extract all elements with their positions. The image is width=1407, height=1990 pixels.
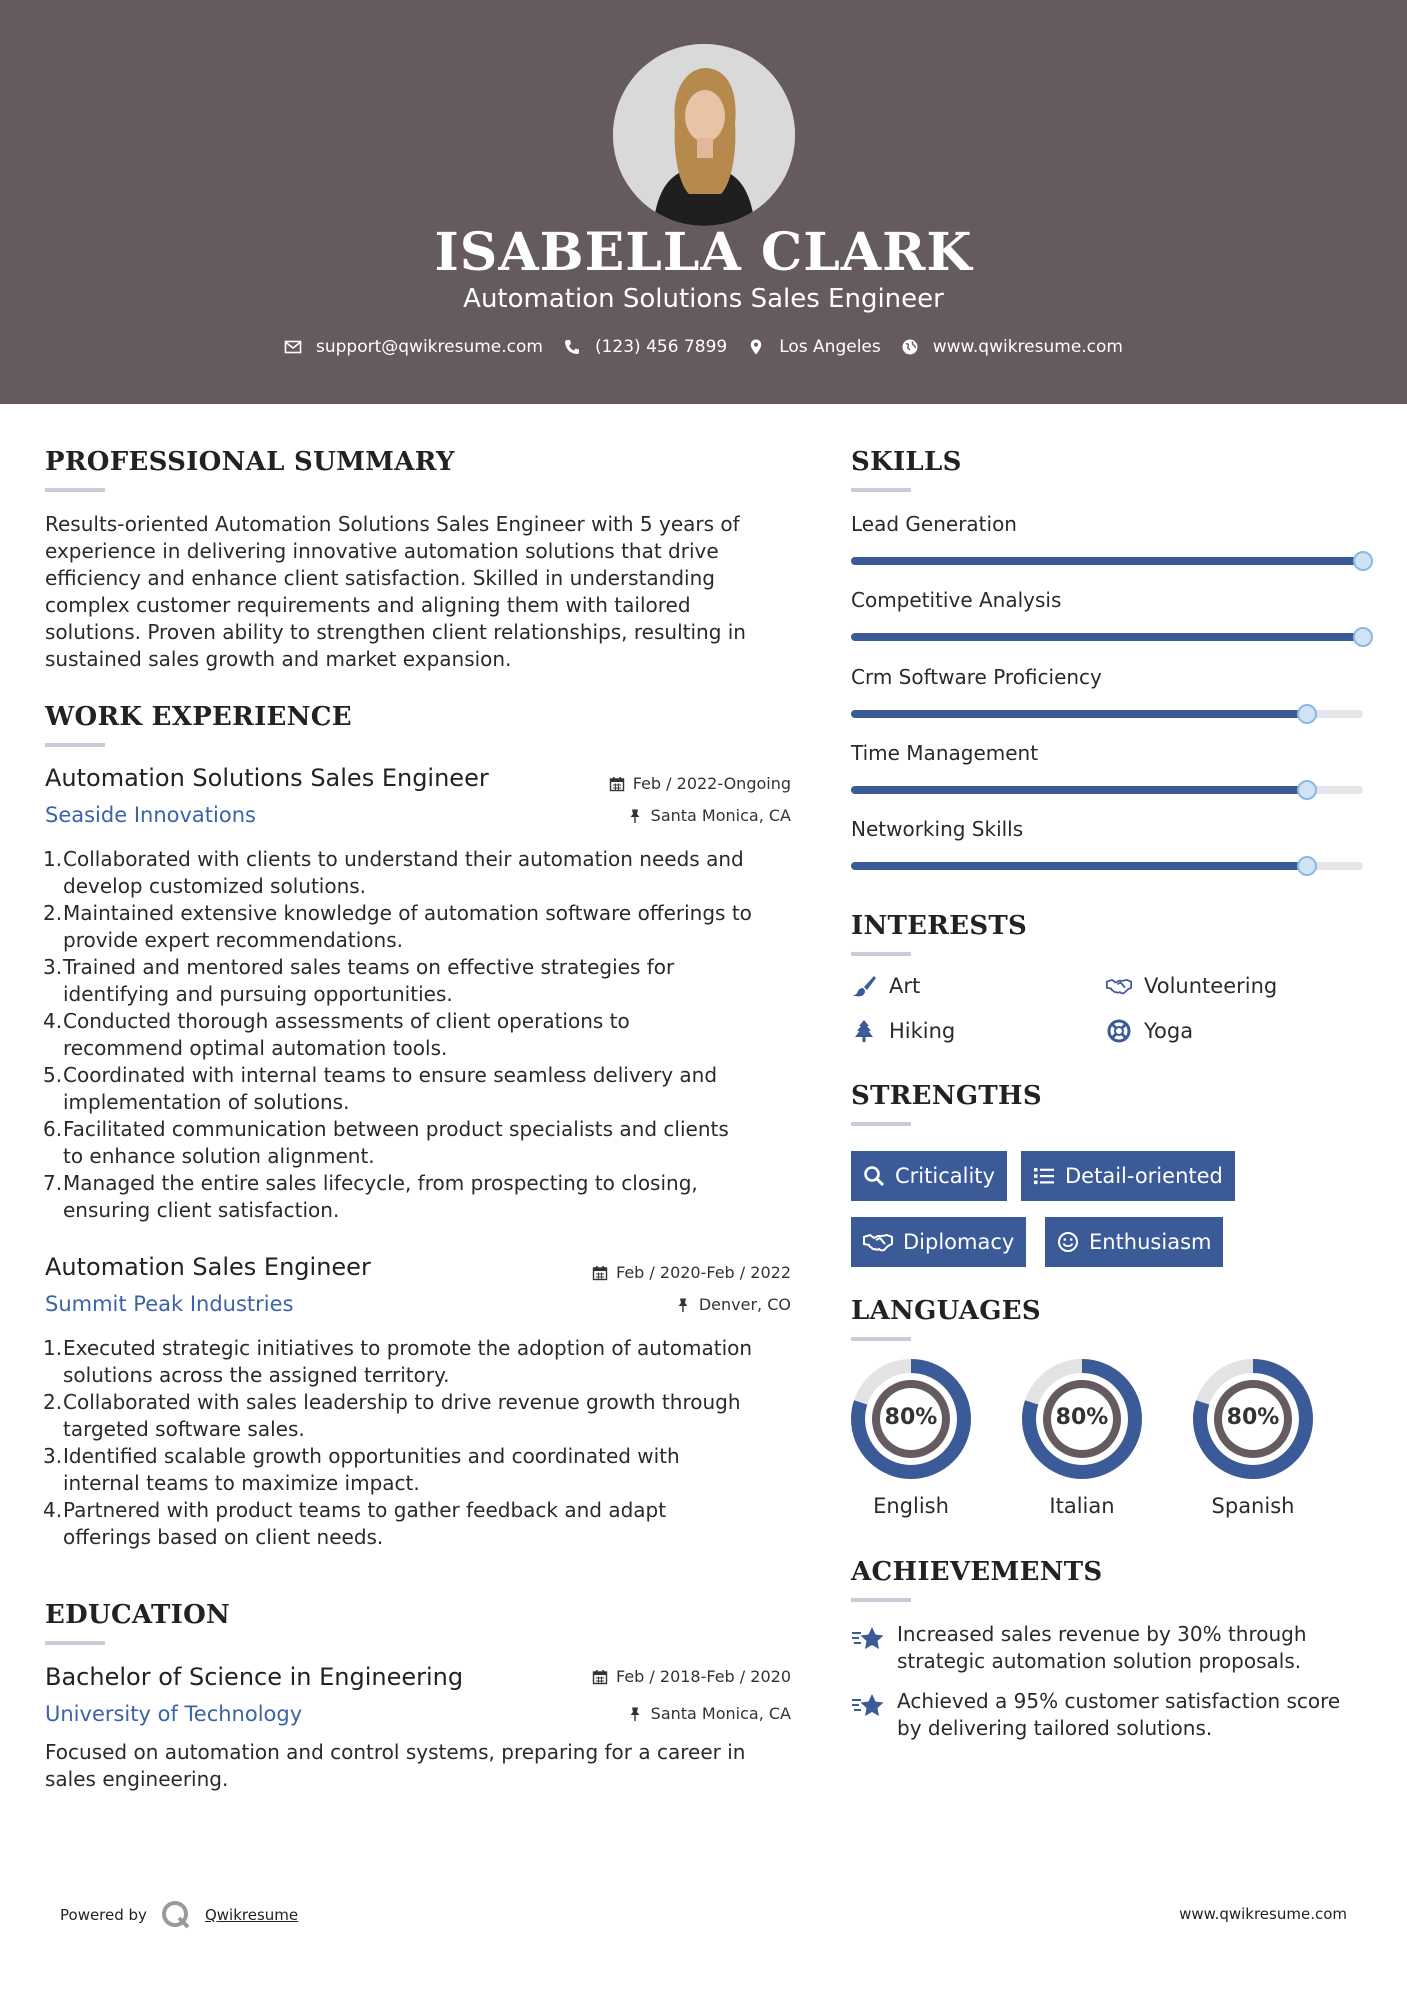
job-location-text: Santa Monica, CA	[650, 806, 791, 825]
summary-line: experience in delivering innovative automation solutions that drive	[45, 539, 719, 563]
list-item-line: provide expert recommendations.	[63, 928, 403, 952]
summary-text	[45, 511, 805, 673]
skill-bar-fill	[851, 862, 1307, 870]
list-item-line: solutions across the assigned territory.	[63, 1363, 450, 1387]
job-dates-text: Feb / 2020-Feb / 2022	[616, 1263, 791, 1282]
list-item-line: Trained and mentored sales teams on effective strategies for	[63, 955, 675, 979]
brand-link[interactable]: Qwikresume	[204, 1906, 299, 1924]
list-item-line: ensuring client satisfaction.	[63, 1198, 340, 1222]
list-item-line: Managed the entire sales lifecycle, from prospecting to closing,	[63, 1171, 698, 1195]
job-dates-text: Feb / 2022-Ongoing	[632, 774, 791, 793]
job-location	[520, 1295, 791, 1314]
list-item-line: Executed strategic initiatives to promote the adoption of automation	[63, 1336, 753, 1360]
achievements-rule	[851, 1598, 911, 1602]
calendar-icon	[609, 776, 625, 792]
list-item-line: Identified scalable growth opportunities and coordinated with	[63, 1444, 680, 1468]
education-heading: EDUCATION	[45, 1600, 231, 1630]
list-item-line: Maintained extensive knowledge of automation software offerings to	[63, 901, 752, 925]
achievement-item	[851, 1621, 1307, 1675]
list-item: 3. Trained and mentored sales teams on effective strategies for identifying and pursuing opportunities.	[45, 954, 805, 1008]
summary-line: efficiency and enhance client satisfaction. Skilled in understanding	[45, 566, 715, 590]
interest-label: Art	[889, 974, 921, 998]
calendar-icon	[592, 1265, 608, 1281]
interests-heading: INTERESTS	[851, 911, 1028, 941]
summary-line: Results-oriented Automation Solutions Sales Engineer with 5 years of	[45, 512, 740, 536]
list-item-line: identifying and pursuing opportunities.	[63, 982, 453, 1006]
list-item-line: internal teams to maximize impact.	[63, 1471, 420, 1495]
strength-badge	[851, 1151, 1007, 1201]
job-location	[520, 806, 791, 825]
profile-photo	[613, 44, 795, 226]
globe-icon	[901, 338, 919, 356]
achievement-line: by delivering tailored solutions.	[897, 1716, 1213, 1740]
job-company: Seaside Innovations	[45, 803, 256, 827]
job-location-text: Denver, CO	[698, 1295, 791, 1314]
interest-hiking	[851, 1019, 955, 1043]
contact-phone-text: (123) 456 7899	[594, 337, 728, 357]
star-icon	[851, 1690, 885, 1720]
star-icon	[851, 1623, 885, 1653]
paintbrush-icon	[851, 974, 877, 998]
qwikresume-logo-icon	[161, 1900, 191, 1930]
skill-bar-fill	[851, 633, 1363, 641]
education-line: sales engineering.	[45, 1767, 229, 1791]
summary-rule	[45, 488, 105, 492]
handshake-icon	[863, 1231, 893, 1253]
strengths-rule	[851, 1122, 911, 1126]
education-line: Focused on automation and control systems, preparing for a career in	[45, 1740, 746, 1764]
calendar-icon	[592, 1669, 608, 1685]
list-item-line: Partnered with product teams to gather feedback and adapt	[63, 1498, 667, 1522]
skill-bar	[851, 862, 1363, 870]
education-location-text: Santa Monica, CA	[650, 1704, 791, 1723]
experience-heading: WORK EXPERIENCE	[45, 702, 352, 732]
interest-label: Yoga	[1144, 1019, 1194, 1043]
degree-title: Bachelor of Science in Engineering	[45, 1663, 464, 1691]
resume-header	[0, 0, 1407, 404]
list-item: 4. Conducted thorough assessments of client operations to recommend optimal automation tools.	[45, 1008, 805, 1062]
pushpin-icon	[675, 1297, 691, 1313]
education-description	[45, 1739, 805, 1793]
map-pin-icon	[747, 338, 765, 356]
list-item-line: implementation of solutions.	[63, 1090, 350, 1114]
strength-badge	[1021, 1151, 1235, 1201]
list-item: 4. Partnered with product teams to gather feedback and adapt offerings based on client needs.	[45, 1497, 805, 1551]
skill-label: Lead Generation	[851, 512, 1017, 536]
strength-label: Detail-oriented	[1065, 1164, 1223, 1188]
skill-label: Competitive Analysis	[851, 588, 1062, 612]
lifebuoy-icon	[1106, 1019, 1132, 1043]
list-item-line: Facilitated communication between product specialists and clients	[63, 1117, 729, 1141]
list-item-line: recommend optimal automation tools.	[63, 1036, 448, 1060]
summary-line: solutions. Proven ability to strengthen client relationships, resulting in	[45, 620, 746, 644]
powered-by-label: Powered by	[60, 1906, 147, 1924]
strength-label: Diplomacy	[903, 1230, 1015, 1254]
skill-bar-handle	[1353, 551, 1373, 571]
education-dates-text: Feb / 2018-Feb / 2020	[616, 1667, 791, 1686]
list-item: 7. Managed the entire sales lifecycle, from prospecting to closing, ensuring client satisfaction.	[45, 1170, 805, 1224]
skill-bar-handle	[1297, 856, 1317, 876]
skill-label: Networking Skills	[851, 817, 1024, 841]
achievement-item	[851, 1688, 1340, 1742]
candidate-role: Automation Solutions Sales Engineer	[463, 284, 944, 314]
job-dates	[520, 1263, 791, 1282]
interest-volunteering	[1106, 974, 1277, 998]
languages-heading: LANGUAGES	[851, 1296, 1041, 1326]
phone-icon	[563, 338, 581, 356]
achievement-text	[897, 1688, 1340, 1742]
language-percent: 80%	[1226, 1405, 1280, 1430]
candidate-name: ISABELLA CLARK	[434, 222, 973, 283]
contact-location	[747, 337, 881, 357]
summary-line: complex customer requirements and aligning them with tailored	[45, 593, 691, 617]
skills-heading: SKILLS	[851, 447, 962, 477]
job-responsibilities	[45, 1335, 805, 1551]
job-title: Automation Sales Engineer	[45, 1253, 371, 1281]
language-name: Spanish	[1211, 1494, 1295, 1518]
contact-location-text: Los Angeles	[779, 337, 881, 357]
strength-badge	[851, 1217, 1026, 1267]
job-responsibilities	[45, 846, 805, 1224]
job-title: Automation Solutions Sales Engineer	[45, 764, 489, 792]
pushpin-icon	[627, 1706, 643, 1722]
language-name: Italian	[1049, 1494, 1115, 1518]
contact-website-text: www.qwikresume.com	[932, 337, 1123, 357]
contact-website[interactable]	[901, 337, 1123, 357]
skill-label: Time Management	[851, 741, 1039, 765]
languages-rule	[851, 1337, 911, 1341]
list-item: 2. Collaborated with sales leadership to drive revenue growth through targeted software sales.	[45, 1389, 805, 1443]
search-icon	[863, 1165, 885, 1187]
list-item-line: Collaborated with sales leadership to drive revenue growth through	[63, 1390, 741, 1414]
list-item-line: Collaborated with clients to understand their automation needs and	[63, 847, 744, 871]
pushpin-icon	[627, 808, 643, 824]
language-percent: 80%	[884, 1405, 938, 1430]
list-item-line: Coordinated with internal teams to ensure seamless delivery and	[63, 1063, 718, 1087]
list-item: 6. Facilitated communication between product specialists and clients to enhance solution alignment.	[45, 1116, 805, 1170]
list-item: 1. Executed strategic initiatives to promote the adoption of automation solutions across the assigned territory.	[45, 1335, 805, 1389]
school-name: University of Technology	[45, 1702, 303, 1726]
achievement-text	[897, 1621, 1307, 1675]
strength-label: Enthusiasm	[1089, 1230, 1212, 1254]
list-item: 2. Maintained extensive knowledge of automation software offerings to provide expert recommendations.	[45, 900, 805, 954]
language-percent: 80%	[1055, 1405, 1109, 1430]
list-item-line: offerings based on client needs.	[63, 1525, 384, 1549]
strength-badge	[1045, 1217, 1223, 1267]
list-item-line: Conducted thorough assessments of client operations to	[63, 1009, 630, 1033]
list-item: 1. Collaborated with clients to understand their automation needs and develop customized solutions.	[45, 846, 805, 900]
skill-bar-fill	[851, 557, 1363, 565]
job-company: Summit Peak Industries	[45, 1292, 294, 1316]
language-name: English	[873, 1494, 949, 1518]
job-dates	[520, 774, 791, 793]
summary-line: sustained sales growth and market expansion.	[45, 647, 512, 671]
skill-bar-fill	[851, 786, 1307, 794]
list-item: 3. Identified scalable growth opportunities and coordinated with internal teams to maximize impact.	[45, 1443, 805, 1497]
skill-bar	[851, 710, 1363, 718]
achievement-line: Increased sales revenue by 30% through	[897, 1622, 1307, 1646]
contact-email-text: support@qwikresume.com	[316, 337, 543, 357]
skill-bar	[851, 633, 1363, 641]
interest-label: Volunteering	[1144, 974, 1278, 998]
smile-icon	[1057, 1231, 1079, 1253]
skill-label: Crm Software Proficiency	[851, 665, 1102, 689]
experience-rule	[45, 743, 105, 747]
achievement-line: strategic automation solution proposals.	[897, 1649, 1302, 1673]
interest-yoga	[1106, 1019, 1193, 1043]
strength-label: Criticality	[895, 1164, 995, 1188]
list-item-line: develop customized solutions.	[63, 874, 367, 898]
profile-photo-image	[613, 44, 795, 226]
contact-email[interactable]	[284, 337, 543, 357]
skill-bar	[851, 786, 1363, 794]
education-dates	[520, 1667, 791, 1686]
contact-phone[interactable]	[563, 337, 727, 357]
education-location	[520, 1704, 791, 1723]
skills-rule	[851, 488, 911, 492]
list-item: 5. Coordinated with internal teams to ensure seamless delivery and implementation of solutions.	[45, 1062, 805, 1116]
footer-url[interactable]: www.qwikresume.com	[1179, 1905, 1347, 1923]
list-icon	[1033, 1165, 1055, 1187]
education-rule	[45, 1641, 105, 1645]
strengths-heading: STRENGTHS	[851, 1081, 1042, 1111]
list-item-line: targeted software sales.	[63, 1417, 305, 1441]
summary-heading: PROFESSIONAL SUMMARY	[45, 447, 455, 477]
footer-powered-by	[60, 1900, 298, 1930]
interest-art	[851, 974, 920, 998]
skill-bar-fill	[851, 710, 1307, 718]
skill-bar-handle	[1297, 780, 1317, 800]
achievement-line: Achieved a 95% customer satisfaction score	[897, 1689, 1341, 1713]
achievements-heading: ACHIEVEMENTS	[851, 1557, 1103, 1587]
interest-label: Hiking	[889, 1019, 956, 1043]
interests-rule	[851, 952, 911, 956]
contact-bar	[0, 337, 1407, 357]
skill-bar-handle	[1353, 627, 1373, 647]
tree-icon	[851, 1019, 877, 1043]
skill-bar	[851, 557, 1363, 565]
handshake-icon	[1106, 974, 1132, 998]
list-item-line: to enhance solution alignment.	[63, 1144, 375, 1168]
skill-bar-handle	[1297, 704, 1317, 724]
envelope-icon	[284, 338, 302, 356]
